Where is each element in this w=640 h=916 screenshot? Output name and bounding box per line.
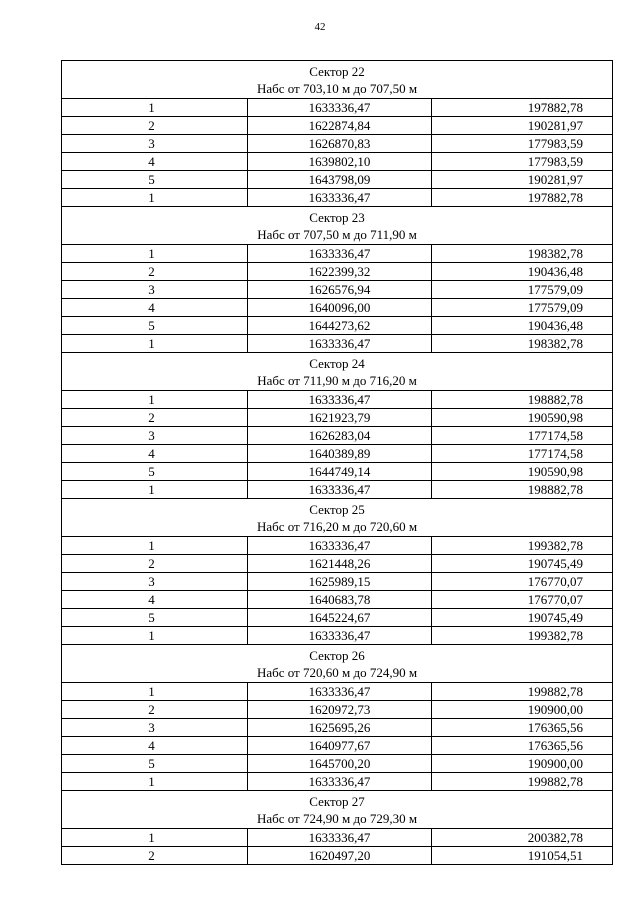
table-row: [62, 463, 613, 481]
point-number-cell: 2: [62, 701, 248, 719]
y-coordinate-cell: 176770,07: [432, 573, 613, 591]
point-number-cell: 2: [62, 117, 248, 135]
x-coordinate-cell: 1621448,26: [248, 555, 432, 573]
table-row: [62, 135, 613, 153]
x-coordinate-cell: 1640977,67: [248, 737, 432, 755]
y-coordinate-cell: 177579,09: [432, 281, 613, 299]
point-number-cell: 1: [62, 627, 248, 645]
sector-header-row: [62, 353, 613, 391]
x-coordinate-cell: 1644273,62: [248, 317, 432, 335]
sector-height-range: Набс от 724,90 м до 729,30 м: [256, 811, 418, 826]
table-row: [62, 537, 613, 555]
x-coordinate-cell: 1633336,47: [248, 627, 432, 645]
sector-title: Сектор 23: [309, 210, 365, 225]
point-number-cell: 2: [62, 263, 248, 281]
y-coordinate-cell: 177174,58: [432, 445, 613, 463]
x-coordinate-cell: 1644749,14: [248, 463, 432, 481]
point-number-cell: 3: [62, 719, 248, 737]
y-coordinate-cell: 177579,09: [432, 299, 613, 317]
x-coordinate-cell: 1620497,20: [248, 847, 432, 865]
point-number-cell: 5: [62, 609, 248, 627]
point-number-cell: 2: [62, 847, 248, 865]
table-row: [62, 281, 613, 299]
x-coordinate-cell: 1645224,67: [248, 609, 432, 627]
x-coordinate-cell: 1640389,89: [248, 445, 432, 463]
sector-height-range: Набс от 703,10 м до 707,50 м: [256, 81, 418, 96]
point-number-cell: 1: [62, 99, 248, 117]
x-coordinate-cell: 1633336,47: [248, 335, 432, 353]
y-coordinate-cell: 190745,49: [432, 555, 613, 573]
y-coordinate-cell: 176770,07: [432, 591, 613, 609]
y-coordinate-cell: 190900,00: [432, 701, 613, 719]
sector-header: [62, 353, 613, 391]
x-coordinate-cell: 1625989,15: [248, 573, 432, 591]
sector-header: [62, 645, 613, 683]
point-number-cell: 1: [62, 189, 248, 207]
sector-header-row: [62, 645, 613, 683]
page-number: 42: [314, 21, 326, 33]
point-number-cell: 5: [62, 463, 248, 481]
y-coordinate-cell: 177983,59: [432, 135, 613, 153]
point-number-cell: 1: [62, 391, 248, 409]
x-coordinate-cell: 1621923,79: [248, 409, 432, 427]
y-coordinate-cell: 198882,78: [432, 391, 613, 409]
sector-header-row: [62, 61, 613, 99]
point-number-cell: 4: [62, 591, 248, 609]
point-number-cell: 4: [62, 445, 248, 463]
y-coordinate-cell: 177983,59: [432, 153, 613, 171]
point-number-cell: 3: [62, 135, 248, 153]
point-number-cell: 1: [62, 683, 248, 701]
sector-title: Сектор 24: [309, 356, 365, 371]
x-coordinate-cell: 1633336,47: [248, 481, 432, 499]
point-number-cell: 5: [62, 755, 248, 773]
x-coordinate-cell: 1633336,47: [248, 683, 432, 701]
point-number-cell: 1: [62, 481, 248, 499]
y-coordinate-cell: 199382,78: [432, 537, 613, 555]
point-number-cell: 5: [62, 171, 248, 189]
x-coordinate-cell: 1640683,78: [248, 591, 432, 609]
table-row: [62, 719, 613, 737]
x-coordinate-cell: 1633336,47: [248, 245, 432, 263]
point-number-cell: 3: [62, 573, 248, 591]
x-coordinate-cell: 1633336,47: [248, 537, 432, 555]
sector-header: [62, 61, 613, 99]
y-coordinate-cell: 200382,78: [432, 829, 613, 847]
point-number-cell: 2: [62, 555, 248, 573]
y-coordinate-cell: 190590,98: [432, 409, 613, 427]
table-row: [62, 591, 613, 609]
y-coordinate-cell: 190281,97: [432, 117, 613, 135]
x-coordinate-cell: 1626283,04: [248, 427, 432, 445]
point-number-cell: 4: [62, 153, 248, 171]
y-coordinate-cell: 176365,56: [432, 719, 613, 737]
point-number-cell: 1: [62, 773, 248, 791]
table-row: [62, 299, 613, 317]
y-coordinate-cell: 190281,97: [432, 171, 613, 189]
sector-title: Сектор 22: [309, 64, 365, 79]
y-coordinate-cell: 199882,78: [432, 683, 613, 701]
y-coordinate-cell: 191054,51: [432, 847, 613, 865]
y-coordinate-cell: 177174,58: [432, 427, 613, 445]
y-coordinate-cell: 190436,48: [432, 317, 613, 335]
table-row: [62, 755, 613, 773]
table-row: [62, 189, 613, 207]
table-row: [62, 427, 613, 445]
sector-height-range: Набс от 716,20 м до 720,60 м: [256, 519, 418, 534]
table-row: [62, 171, 613, 189]
table-row: [62, 609, 613, 627]
table-row: [62, 627, 613, 645]
x-coordinate-cell: 1620972,73: [248, 701, 432, 719]
y-coordinate-cell: 198882,78: [432, 481, 613, 499]
sector-height-range: Набс от 720,60 м до 724,90 м: [256, 665, 418, 680]
table-row: [62, 263, 613, 281]
point-number-cell: 4: [62, 299, 248, 317]
table-row: [62, 573, 613, 591]
x-coordinate-cell: 1640096,00: [248, 299, 432, 317]
x-coordinate-cell: 1626870,83: [248, 135, 432, 153]
y-coordinate-cell: 199882,78: [432, 773, 613, 791]
table-row: [62, 317, 613, 335]
x-coordinate-cell: 1633336,47: [248, 829, 432, 847]
table-row: [62, 683, 613, 701]
x-coordinate-cell: 1633336,47: [248, 391, 432, 409]
sector-title: Сектор 26: [309, 648, 365, 663]
point-number-cell: 1: [62, 335, 248, 353]
table-row: [62, 99, 613, 117]
table-row: [62, 335, 613, 353]
table-row: [62, 829, 613, 847]
x-coordinate-cell: 1643798,09: [248, 171, 432, 189]
sector-header-row: [62, 791, 613, 829]
y-coordinate-cell: 176365,56: [432, 737, 613, 755]
x-coordinate-cell: 1639802,10: [248, 153, 432, 171]
x-coordinate-cell: 1622874,84: [248, 117, 432, 135]
x-coordinate-cell: 1633336,47: [248, 189, 432, 207]
sector-title: Сектор 25: [309, 502, 365, 517]
sector-header: [62, 791, 613, 829]
sector-title: Сектор 27: [309, 794, 365, 809]
x-coordinate-cell: 1645700,20: [248, 755, 432, 773]
y-coordinate-cell: 198382,78: [432, 335, 613, 353]
point-number-cell: 4: [62, 737, 248, 755]
table-row: [62, 481, 613, 499]
x-coordinate-cell: 1625695,26: [248, 719, 432, 737]
table-row: [62, 773, 613, 791]
coordinates-table-body: [62, 61, 613, 865]
sector-header-row: [62, 499, 613, 537]
x-coordinate-cell: 1622399,32: [248, 263, 432, 281]
point-number-cell: 3: [62, 427, 248, 445]
y-coordinate-cell: 197882,78: [432, 189, 613, 207]
point-number-cell: 5: [62, 317, 248, 335]
table-row: [62, 153, 613, 171]
sector-header: [62, 499, 613, 537]
point-number-cell: 3: [62, 281, 248, 299]
point-number-cell: 1: [62, 537, 248, 555]
point-number-cell: 2: [62, 409, 248, 427]
table-row: [62, 117, 613, 135]
y-coordinate-cell: 198382,78: [432, 245, 613, 263]
table-row: [62, 409, 613, 427]
y-coordinate-cell: 190745,49: [432, 609, 613, 627]
table-row: [62, 701, 613, 719]
point-number-cell: 1: [62, 829, 248, 847]
table-row: [62, 245, 613, 263]
coordinates-table: [61, 60, 613, 865]
table-row: [62, 847, 613, 865]
sector-header: [62, 207, 613, 245]
point-number-cell: 1: [62, 245, 248, 263]
y-coordinate-cell: 190900,00: [432, 755, 613, 773]
x-coordinate-cell: 1633336,47: [248, 99, 432, 117]
table-row: [62, 391, 613, 409]
y-coordinate-cell: 190436,48: [432, 263, 613, 281]
sector-height-range: Набс от 707,50 м до 711,90 м: [257, 227, 417, 242]
table-row: [62, 737, 613, 755]
sector-header-row: [62, 207, 613, 245]
table-row: [62, 555, 613, 573]
sector-height-range: Набс от 711,90 м до 716,20 м: [257, 373, 417, 388]
y-coordinate-cell: 190590,98: [432, 463, 613, 481]
table-row: [62, 445, 613, 463]
x-coordinate-cell: 1633336,47: [248, 773, 432, 791]
x-coordinate-cell: 1626576,94: [248, 281, 432, 299]
y-coordinate-cell: 199382,78: [432, 627, 613, 645]
y-coordinate-cell: 197882,78: [432, 99, 613, 117]
